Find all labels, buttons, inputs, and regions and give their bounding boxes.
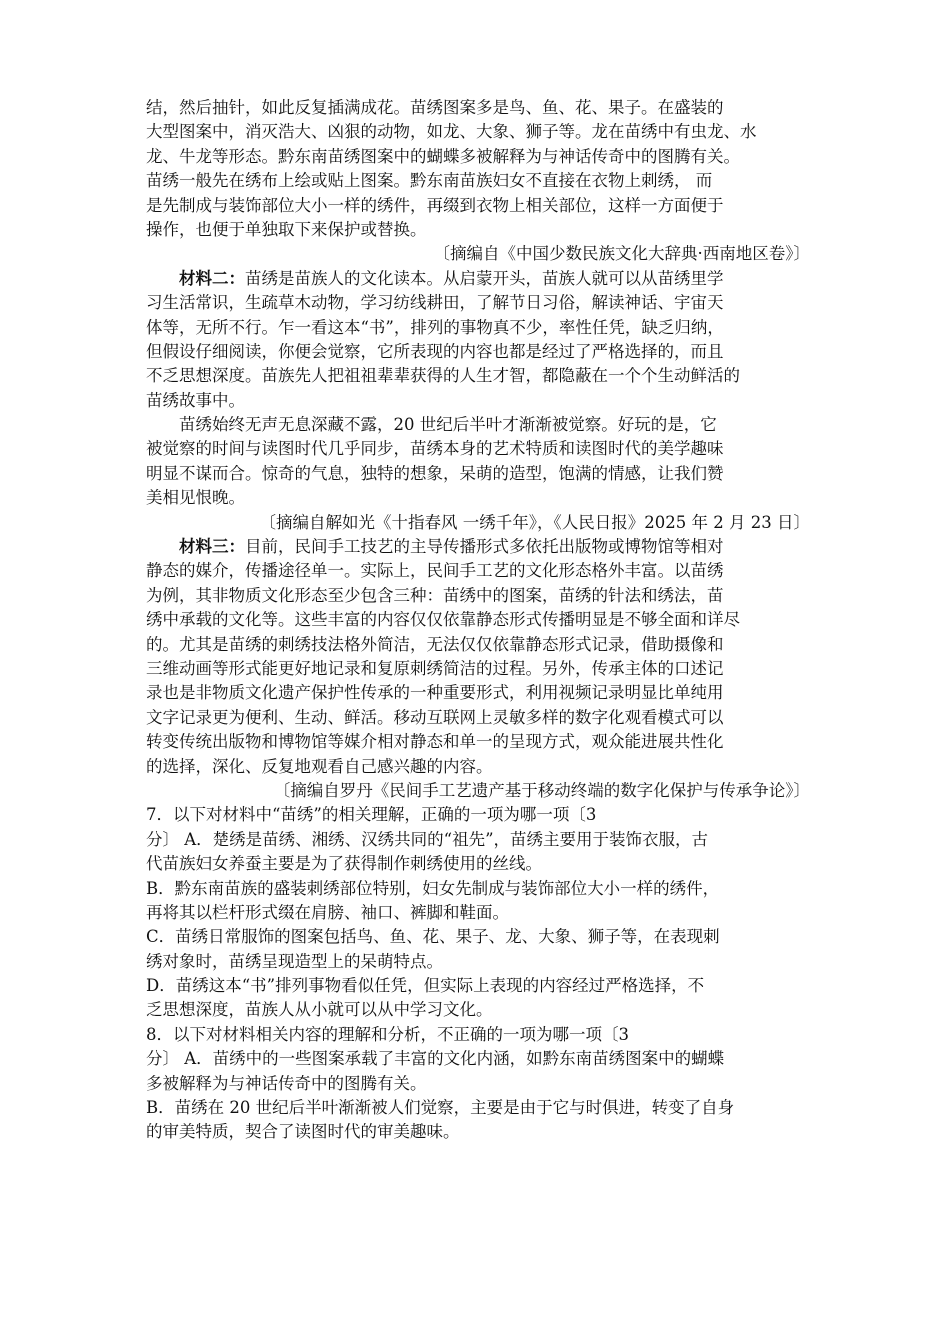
question-8-stem: 8．以下对材料相关内容的理解和分析，不正确的一项为哪一项〔3 <box>146 1024 629 1044</box>
question-8-option-a: 分〕 A．苗绣中的一些图案承载了丰富的文化内涵，如黔东南苗绣图案中的蝴蝶 <box>146 1049 725 1069</box>
source-citation: 〔摘编自罗丹《民间手工艺遗产基于移动终端的数字化保护与传承争论》〕 <box>273 780 810 800</box>
text-line: 三维动画等形式能更好地记录和复原刺绣简洁的过程。另外，传承主体的口述记 <box>146 658 724 678</box>
text-line: 结，然后抽针，如此反复插满成花。苗绣图案多是鸟、鱼、花、果子。在盛装的 <box>146 98 724 117</box>
text-line: 不乏思想深度。苗族先人把祖祖辈辈获得的人生才智，都隐蔽在一个个生动鲜活的 <box>146 366 740 386</box>
text-line: 体等，无所不行。乍一看这本“书”，排列的事物真不少，率性任凭，缺乏归纳， <box>146 317 724 337</box>
text-line: 明显不谋而合。惊奇的气息，独特的想象，呆萌的造型，饱满的情感，让我们赞 <box>146 463 724 483</box>
material-label: 材料二： <box>179 268 245 288</box>
text-line: 的选择，深化、反复地观看自己感兴趣的内容。 <box>146 756 493 776</box>
text-line: 苗绣故事中。 <box>146 390 245 410</box>
text-line: 习生活常识，生疏草木动物，学习纺线耕田，了解节日习俗，解读神话、宇宙天 <box>146 293 724 313</box>
text-line: 但假设仔细阅读，你便会觉察，它所表现的内容也都是经过了严格选择的，而且 <box>146 341 724 361</box>
text-line: 录也是非物质文化遗产保护性传承的一种重要形式，利用视频记录明显比单纯用 <box>146 683 724 703</box>
question-7-option-d: 乏思想深度，苗族人从小就可以从中学习文化。 <box>146 1000 493 1020</box>
question-7-option-b: 再将其以栏杆形式缀在肩膀、袖口、裤脚和鞋面。 <box>146 902 509 922</box>
question-7-option-b: B．黔东南苗族的盛装刺绣部位特别，妇女先制成与装饰部位大小一样的绣件， <box>146 878 720 898</box>
question-7-option-d: D．苗绣这本“书”排列事物看似任凭，但实际上表现的内容经过严格选择，不 <box>146 976 705 996</box>
text-line: 是先制成与装饰部位大小一样的绣件，再缀到衣物上相关部位，这样一方面便于 <box>146 195 724 215</box>
question-8-option-b: B．苗绣在 20 世纪后半叶渐渐被人们觉察，主要是由于它与时俱进，转变了自身 <box>146 1098 735 1118</box>
text-line: 被觉察的时间与读图时代几乎同步，苗绣本身的艺术特质和读图时代的美学趣味 <box>146 439 724 459</box>
material-three-heading-line: 材料三：目前，民间手工技艺的主导传播形式多依托出版物或博物馆等相对 <box>179 537 724 557</box>
text-line: 为例，其非物质文化形态至少包含三种：苗绣中的图案，苗绣的针法和绣法，苗 <box>146 585 724 605</box>
text-line: 大型图案中，消灭浩大、凶狠的动物，如龙、大象、狮子等。龙在苗绣中有虫龙、水 <box>146 122 757 142</box>
question-7-stem: 7．以下对材料中“苗绣”的相关理解，正确的一项为哪一项〔3 <box>146 805 597 825</box>
text-line: 龙、牛龙等形态。黔东南苗绣图案中的蝴蝶多被解释为与神话传奇中的图腾有关。 <box>146 146 740 166</box>
question-8-option-a: 多被解释为与神话传奇中的图腾有关。 <box>146 1073 427 1093</box>
source-citation: 〔摘编自《中国少数民族文化大辞典·西南地区卷》〕 <box>433 244 810 264</box>
text-line: 苗绣始终无声无息深藏不露，20 世纪后半叶才渐渐被觉察。好玩的是，它 <box>179 415 717 435</box>
question-8-option-b: 的审美特质，契合了读图时代的审美趣味。 <box>146 1122 460 1142</box>
document-page <box>146 96 814 1145</box>
text-line: 转变传统出版物和博物馆等媒介相对静态和单一的呈现方式，观众能进展共性化 <box>146 732 724 752</box>
text-line: 的。尤其是苗绣的刺绣技法格外简洁，无法仅仅依靠静态形式记录，借助摄像和 <box>146 634 724 654</box>
text-line: 苗绣一般先在绣布上绘或贴上图案。黔东南苗族妇女不直接在衣物上刺绣， 而 <box>146 171 713 191</box>
text-line: 操作，也便于单独取下来保护或替换。 <box>146 219 427 239</box>
source-citation: 〔摘编自解如光《十指春风 一绣千年》，《人民日报》2025 年 2 月 23 日〕 <box>259 512 810 532</box>
question-7-option-a: 分〕 A．楚绣是苗绣、湘绣、汉绣共同的“祖先”，苗绣主要用于装饰衣服，古 <box>146 829 709 849</box>
text-line: 绣中承载的文化等。这些丰富的内容仅仅依靠静态形式传播明显是不够全面和详尽 <box>146 610 740 630</box>
material-two-heading-line: 材料二：苗绣是苗族人的文化读本。从启蒙开头，苗族人就可以从苗绣里学 <box>179 268 724 288</box>
text-line: 静态的媒介，传播途径单一。实际上，民间手工艺的文化形态格外丰富。以苗绣 <box>146 561 724 581</box>
question-7-option-c: 绣对象时，苗绣呈现造型上的呆萌特点。 <box>146 951 443 971</box>
question-7-option-c: C．苗绣日常服饰的图案包括鸟、鱼、花、果子、龙、大象、狮子等，在表现刺 <box>146 927 720 947</box>
text-line: 文字记录更为便利、生动、鲜活。移动互联网上灵敏多样的数字化观看模式可以 <box>146 707 724 727</box>
material-label: 材料三： <box>179 537 245 557</box>
question-7-option-a: 代苗族妇女养蚕主要是为了获得制作刺绣使用的丝线。 <box>146 854 542 874</box>
text-line: 美相见恨晚。 <box>146 488 245 508</box>
